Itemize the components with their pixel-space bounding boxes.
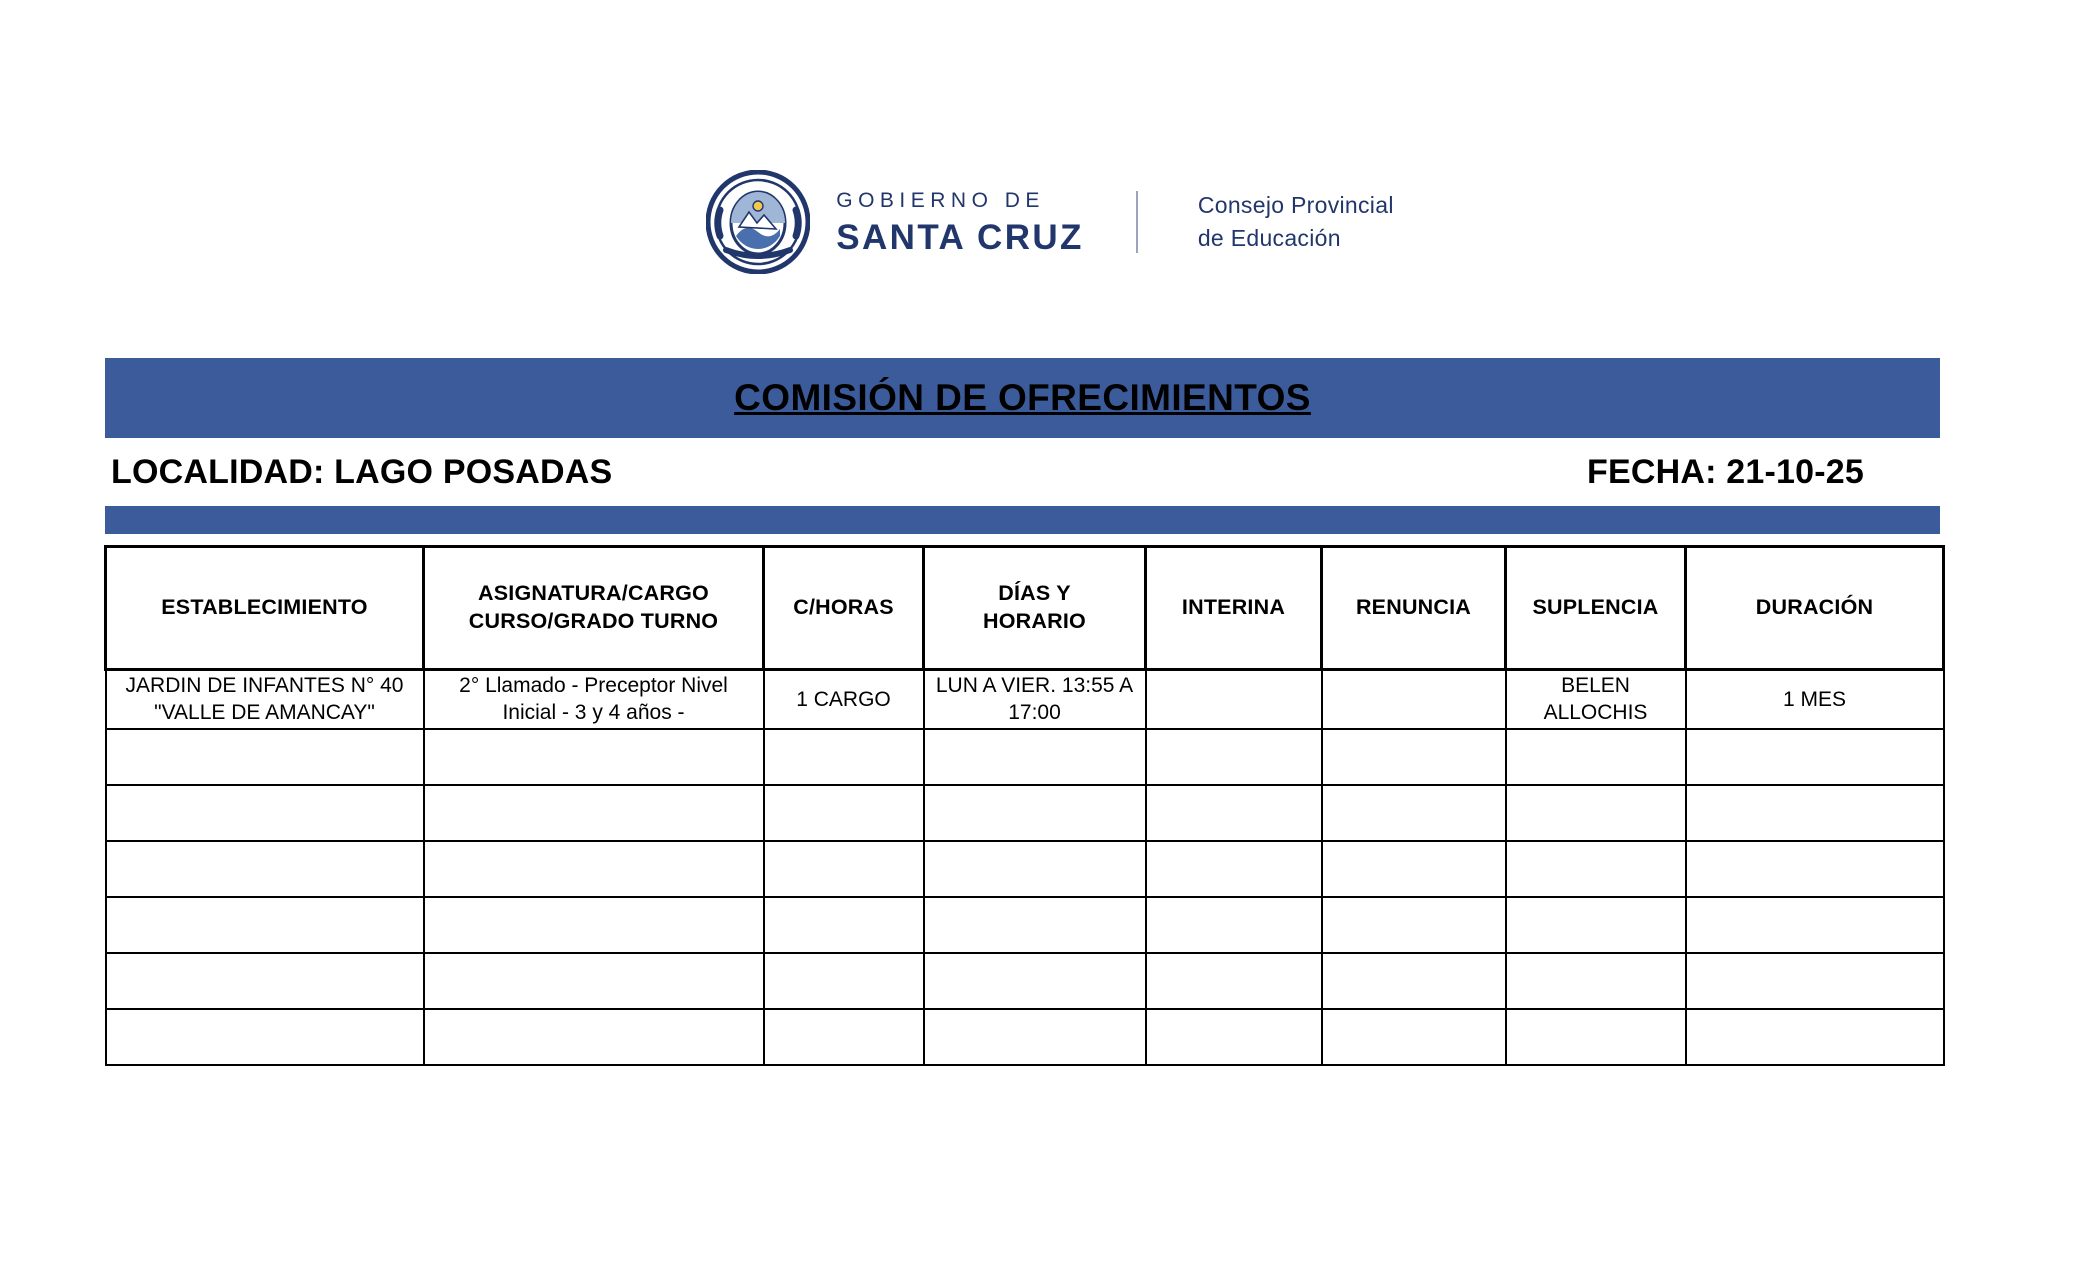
title-bar bbox=[105, 358, 1940, 438]
cell-asignatura bbox=[424, 953, 764, 1009]
column-header-renuncia-line1: RENUNCIA bbox=[1355, 595, 1472, 620]
cell-renuncia bbox=[1322, 953, 1506, 1009]
column-header-establecimiento bbox=[106, 547, 424, 670]
column-header-duracion-line1: DURACIÓN bbox=[1755, 595, 1874, 620]
table-row bbox=[106, 841, 1944, 897]
cell-choras bbox=[764, 841, 924, 897]
cell-choras bbox=[764, 729, 924, 785]
cell-interina bbox=[1146, 841, 1322, 897]
cell-choras: 1 CARGO bbox=[764, 670, 924, 729]
cell-establecimiento bbox=[106, 785, 424, 841]
offerings-table bbox=[104, 545, 1945, 1066]
fecha-label: FECHA: 21-10-25 bbox=[1587, 452, 1864, 491]
cell-renuncia bbox=[1322, 897, 1506, 953]
offerings-table-wrapper bbox=[104, 545, 1942, 1066]
localidad-label: LOCALIDAD: LAGO POSADAS bbox=[111, 452, 613, 491]
cell-duracion bbox=[1686, 953, 1944, 1009]
cell-renuncia bbox=[1322, 729, 1506, 785]
column-header-duracion bbox=[1686, 547, 1944, 670]
column-header-suplencia bbox=[1506, 547, 1686, 670]
table-body bbox=[106, 670, 1944, 1065]
council-name bbox=[1198, 189, 1394, 254]
header-divider bbox=[1136, 191, 1138, 253]
cell-asignatura: 2° Llamado - Preceptor Nivel Inicial - 3 y 4 años - bbox=[424, 670, 764, 729]
cell-suplencia bbox=[1506, 1009, 1686, 1065]
cell-interina bbox=[1146, 1009, 1322, 1065]
column-header-interina bbox=[1146, 547, 1322, 670]
table-row bbox=[106, 729, 1944, 785]
cell-establecimiento: JARDIN DE INFANTES N° 40 "VALLE DE AMANCAY" bbox=[106, 670, 424, 729]
cell-suplencia: BELEN ALLOCHIS bbox=[1506, 670, 1686, 729]
cell-interina bbox=[1146, 953, 1322, 1009]
cell-renuncia bbox=[1322, 670, 1506, 729]
table-row bbox=[106, 897, 1944, 953]
cell-asignatura bbox=[424, 785, 764, 841]
column-header-renuncia bbox=[1322, 547, 1506, 670]
cell-interina bbox=[1146, 785, 1322, 841]
table-row bbox=[106, 1009, 1944, 1065]
cell-choras bbox=[764, 897, 924, 953]
cell-choras bbox=[764, 953, 924, 1009]
column-header-establecimiento-line1: ESTABLECIMIENTO bbox=[161, 595, 368, 620]
cell-asignatura bbox=[424, 729, 764, 785]
document-header bbox=[0, 170, 2100, 274]
cell-suplencia bbox=[1506, 841, 1686, 897]
cell-duracion bbox=[1686, 1009, 1944, 1065]
cell-asignatura bbox=[424, 841, 764, 897]
cell-dias-horario bbox=[924, 953, 1146, 1009]
table-row bbox=[106, 785, 1944, 841]
column-header-dias-horario bbox=[924, 547, 1146, 670]
cell-dias-horario bbox=[924, 841, 1146, 897]
page-title: COMISIÓN DE OFRECIMIENTOS bbox=[734, 377, 1311, 418]
cell-establecimiento bbox=[106, 953, 424, 1009]
column-header-choras bbox=[764, 547, 924, 670]
cell-duracion bbox=[1686, 785, 1944, 841]
cell-dias-horario bbox=[924, 729, 1146, 785]
column-header-dias-line2: HORARIO bbox=[983, 609, 1086, 633]
cell-choras bbox=[764, 785, 924, 841]
table-header bbox=[106, 547, 1944, 670]
santa-cruz-coat-of-arms-icon bbox=[706, 170, 810, 274]
column-header-interina-line1: INTERINA bbox=[1181, 595, 1286, 620]
cell-establecimiento bbox=[106, 1009, 424, 1065]
meta-row bbox=[105, 438, 1940, 506]
government-wordmark bbox=[836, 190, 1084, 255]
column-header-asignatura-line1: ASIGNATURA/CARGO bbox=[478, 581, 709, 606]
cell-asignatura bbox=[424, 897, 764, 953]
column-header-asignatura bbox=[424, 547, 764, 670]
cell-dias-horario bbox=[924, 897, 1146, 953]
logo-block bbox=[706, 170, 1393, 274]
table-row bbox=[106, 953, 1944, 1009]
column-header-choras-line1: C/HORAS bbox=[793, 595, 894, 620]
table-header-row bbox=[106, 547, 1944, 670]
cell-interina bbox=[1146, 897, 1322, 953]
council-line-1: Consejo Provincial bbox=[1197, 192, 1394, 219]
cell-duracion bbox=[1686, 729, 1944, 785]
cell-suplencia bbox=[1506, 897, 1686, 953]
cell-dias-horario bbox=[924, 785, 1146, 841]
gov-line-1: GOBIERNO DE bbox=[836, 188, 1045, 212]
column-header-dias-line1: DÍAS Y bbox=[998, 581, 1071, 606]
gov-line-2: SANTA CRUZ bbox=[836, 217, 1084, 257]
cell-renuncia bbox=[1322, 785, 1506, 841]
cell-choras bbox=[764, 1009, 924, 1065]
cell-renuncia bbox=[1322, 1009, 1506, 1065]
cell-suplencia bbox=[1506, 953, 1686, 1009]
cell-establecimiento bbox=[106, 897, 424, 953]
cell-suplencia bbox=[1506, 785, 1686, 841]
council-line-2: de Educación bbox=[1197, 225, 1341, 251]
column-header-asignatura-line2: CURSO/GRADO TURNO bbox=[468, 609, 719, 633]
table-row bbox=[106, 670, 1944, 729]
cell-establecimiento bbox=[106, 841, 424, 897]
cell-duracion bbox=[1686, 897, 1944, 953]
cell-duracion: 1 MES bbox=[1686, 670, 1944, 729]
cell-asignatura bbox=[424, 1009, 764, 1065]
column-header-suplencia-line1: SUPLENCIA bbox=[1532, 595, 1659, 620]
cell-dias-horario bbox=[924, 1009, 1146, 1065]
cell-duracion bbox=[1686, 841, 1944, 897]
cell-suplencia bbox=[1506, 729, 1686, 785]
cell-interina bbox=[1146, 670, 1322, 729]
cell-interina bbox=[1146, 729, 1322, 785]
cell-renuncia bbox=[1322, 841, 1506, 897]
blue-separator-bar bbox=[105, 506, 1940, 534]
cell-dias-horario: LUN A VIER. 13:55 A 17:00 bbox=[924, 670, 1146, 729]
cell-establecimiento bbox=[106, 729, 424, 785]
